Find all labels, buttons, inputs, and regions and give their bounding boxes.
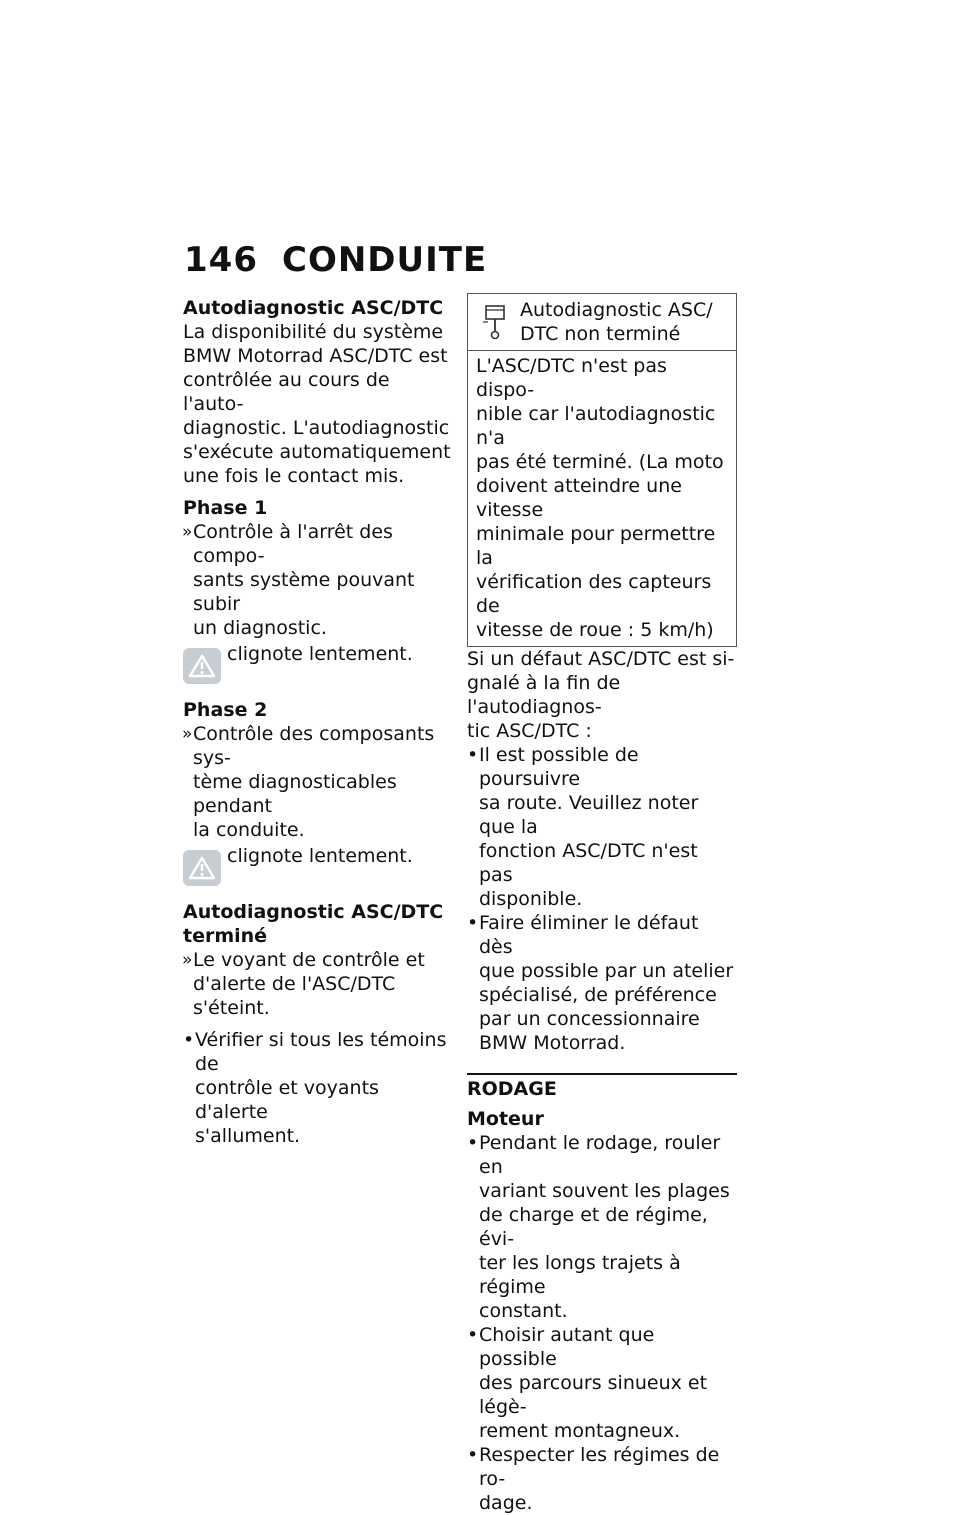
step-line: Contrôle à l'arrêt des compo- (193, 521, 393, 567)
note-line: L'ASC/DTC n'est pas dispo- (476, 355, 667, 401)
note-line: pas été terminé. (La moto (476, 451, 724, 473)
step-line: tème diagnosticables pendant (193, 771, 397, 817)
warning-triangle-icon (183, 648, 221, 684)
list-item (467, 1323, 737, 1443)
left-column (183, 296, 453, 1148)
page-number: 146 (184, 240, 258, 280)
intro-line: La disponibilité du système (183, 321, 444, 343)
list-item (183, 1028, 453, 1148)
bullet-marker: • (467, 1444, 479, 1466)
intro-line: une fois le contact mis. (183, 465, 405, 487)
bullet-line: variant souvent les plages (479, 1180, 730, 1202)
fault-intro-line: tic ASC/DTC : (467, 720, 592, 742)
step-line: Contrôle des composants sys- (193, 723, 435, 769)
done-step (183, 948, 453, 1020)
list-item (467, 911, 737, 1055)
intro-line: contrôlée au cours de l'auto- (183, 369, 390, 415)
step-line: un diagnostic. (193, 617, 327, 639)
bullet-line: constant. (479, 1300, 568, 1322)
phase2-step (183, 722, 453, 842)
bullet-line: des parcours sinueux et légè- (479, 1372, 708, 1418)
subsection-title-moteur: Moteur (467, 1108, 544, 1130)
bullet-marker: • (183, 1029, 195, 1051)
bullet-line: Respecter les régimes de ro- (479, 1444, 720, 1490)
bullet-line: dage. (479, 1492, 533, 1514)
indicator-text: clignote lentement. (227, 845, 413, 867)
right-column (467, 293, 737, 1515)
note-title-line: Autodiagnostic ASC/ (520, 299, 713, 321)
phase1-title: Phase 1 (183, 497, 268, 519)
note-title (520, 298, 713, 346)
step-line: la conduite. (193, 819, 305, 841)
intro-line: BMW Motorrad ASC/DTC est (183, 345, 448, 367)
bullet-line: que possible par un atelier (479, 960, 734, 982)
bullet-line: disponible. (479, 888, 583, 910)
done-title: terminé (183, 925, 268, 947)
fault-intro-line: Si un défaut ASC/DTC est si- (467, 648, 735, 670)
bullet-line: fonction ASC/DTC n'est pas (479, 840, 698, 886)
step-line: d'alerte de l'ASC/DTC s'éteint. (193, 973, 396, 1019)
note-line: vérification des capteurs de (476, 571, 712, 617)
bullet-line: sa route. Veuillez noter que la (479, 792, 699, 838)
note-line: doivent atteindre une vitesse (476, 475, 682, 521)
bullet-line: Choisir autant que possible (479, 1324, 655, 1370)
note-line: minimale pour permettre la (476, 523, 716, 569)
intro-line: s'exécute automatiquement (183, 441, 451, 463)
step-line: Le voyant de contrôle et (193, 949, 425, 971)
bullet-line: par un concessionnaire (479, 1008, 700, 1030)
intro-line: diagnostic. L'autodiagnostic (183, 417, 450, 439)
list-item (467, 1131, 737, 1323)
note-title-line: DTC non terminé (520, 323, 681, 345)
step-marker: » (182, 950, 193, 970)
phase2-indicator (183, 844, 453, 890)
warning-triangle-icon (183, 850, 221, 886)
bullet-line: ter les longs trajets à régime (479, 1252, 681, 1298)
bullet-line: Faire éliminer le défaut dès (479, 912, 699, 958)
section-title-autodiagnostic: Autodiagnostic ASC/DTC (183, 297, 444, 319)
page-header (184, 240, 487, 280)
bullet-marker: • (467, 1324, 479, 1346)
engine-piston-icon (482, 304, 508, 340)
note-line: nible car l'autodiagnostic n'a (476, 403, 716, 449)
section-divider (467, 1073, 737, 1075)
bullet-marker: • (467, 912, 479, 934)
phase1-step (183, 520, 453, 640)
bullet-line: rement montagneux. (479, 1420, 681, 1442)
note-box (467, 293, 737, 647)
bullet-line: s'allument. (195, 1125, 301, 1147)
note-header (468, 294, 736, 351)
bullet-line: Il est possible de poursuivre (479, 744, 639, 790)
step-marker: » (182, 522, 193, 542)
step-line: sants système pouvant subir (193, 569, 415, 615)
bullet-marker: • (467, 1132, 479, 1154)
note-line: vitesse de roue : 5 km/h) (476, 619, 714, 641)
bullet-line: BMW Motorrad. (479, 1032, 626, 1054)
bullet-line: de charge et de régime, évi- (479, 1204, 708, 1250)
section-title-rodage: RODAGE (467, 1078, 557, 1100)
fault-intro-line: gnalé à la fin de l'autodiagnos- (467, 672, 621, 718)
list-item (467, 1443, 737, 1515)
bullet-marker: • (467, 744, 479, 766)
chapter-title: CONDUITE (282, 240, 488, 280)
step-marker: » (182, 724, 193, 744)
bullet-line: contrôle et voyants d'alerte (195, 1077, 379, 1123)
list-item (467, 743, 737, 911)
bullet-line: spécialisé, de préférence (479, 984, 717, 1006)
indicator-text: clignote lentement. (227, 643, 413, 665)
phase1-indicator (183, 642, 453, 688)
bullet-line: Pendant le rodage, rouler en (479, 1132, 721, 1178)
done-title: Autodiagnostic ASC/DTC (183, 901, 444, 923)
bullet-line: Vérifier si tous les témoins de (195, 1029, 447, 1075)
note-body (468, 351, 736, 646)
phase2-title: Phase 2 (183, 699, 268, 721)
